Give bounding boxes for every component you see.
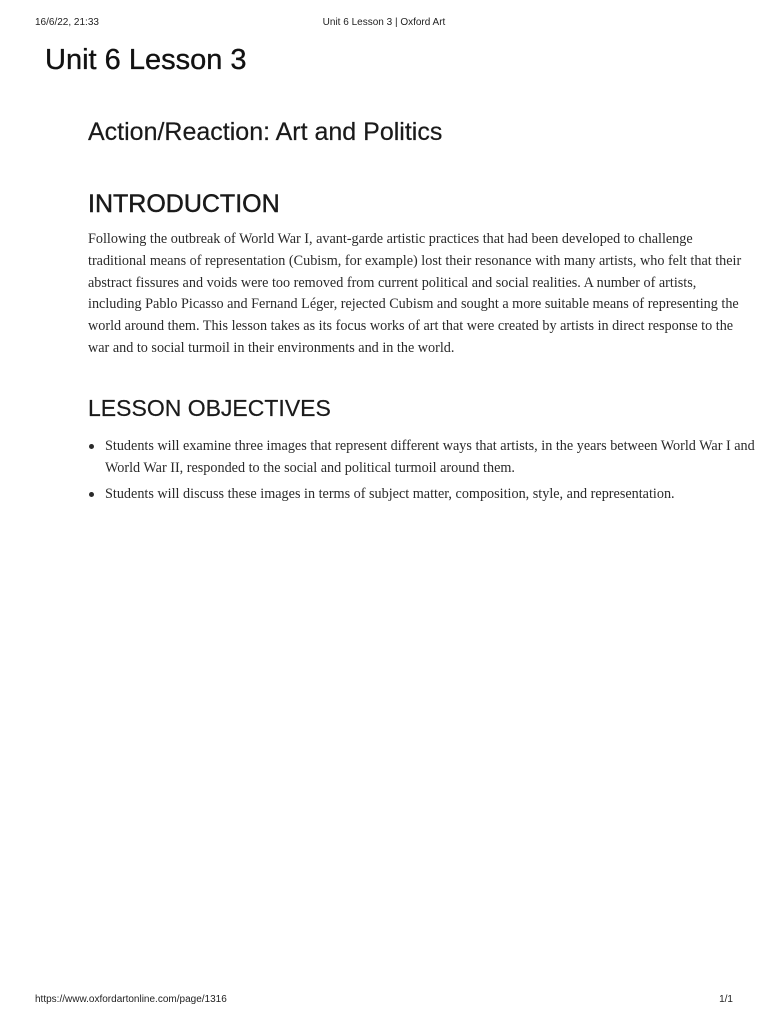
introduction-heading: INTRODUCTION bbox=[88, 190, 280, 218]
print-page-title: Unit 6 Lesson 3 | Oxford Art bbox=[322, 17, 446, 28]
bullet-icon bbox=[89, 492, 94, 497]
objectives-list bbox=[88, 436, 756, 506]
list-item bbox=[88, 436, 757, 480]
list-item bbox=[88, 484, 757, 506]
objectives-heading: LESSON OBJECTIVES bbox=[88, 394, 331, 421]
page-title: Unit 6 Lesson 3 bbox=[45, 44, 247, 76]
bullet-icon bbox=[89, 444, 94, 449]
lesson-content bbox=[88, 112, 756, 511]
print-page-count: 1/1 bbox=[719, 994, 733, 1005]
print-header bbox=[0, 17, 768, 31]
print-datetime: 16/6/22, 21:33 bbox=[35, 17, 99, 28]
lesson-title: Action/Reaction: Art and Politics bbox=[88, 118, 443, 146]
print-url: https://www.oxfordartonline.com/page/1316 bbox=[35, 994, 227, 1005]
print-footer bbox=[0, 994, 768, 1008]
objective-text: Students will examine three images that represent different ways that artists, in the years between World War I and World War II, responded to the social and political turmoil around them. bbox=[105, 437, 755, 476]
introduction-paragraph: Following the outbreak of World War I, avant-garde artistic practices that had been developed to challenge traditional means of representation (Cubism, for example) lost their resonance with many artists, who felt that their abstract fissures and voids were too removed from current political and social realities. A number of artists, including Pablo Picasso and Fernand Léger, rejected Cubism and sought a more suitable means of representing the world around them. This lesson takes as its focus works of art that were created by artists in direct response to the war and to social turmoil in their environments and in the world. bbox=[88, 231, 742, 356]
objective-text: Students will discuss these images in terms of subject matter, composition, style, and representation. bbox=[105, 486, 675, 503]
